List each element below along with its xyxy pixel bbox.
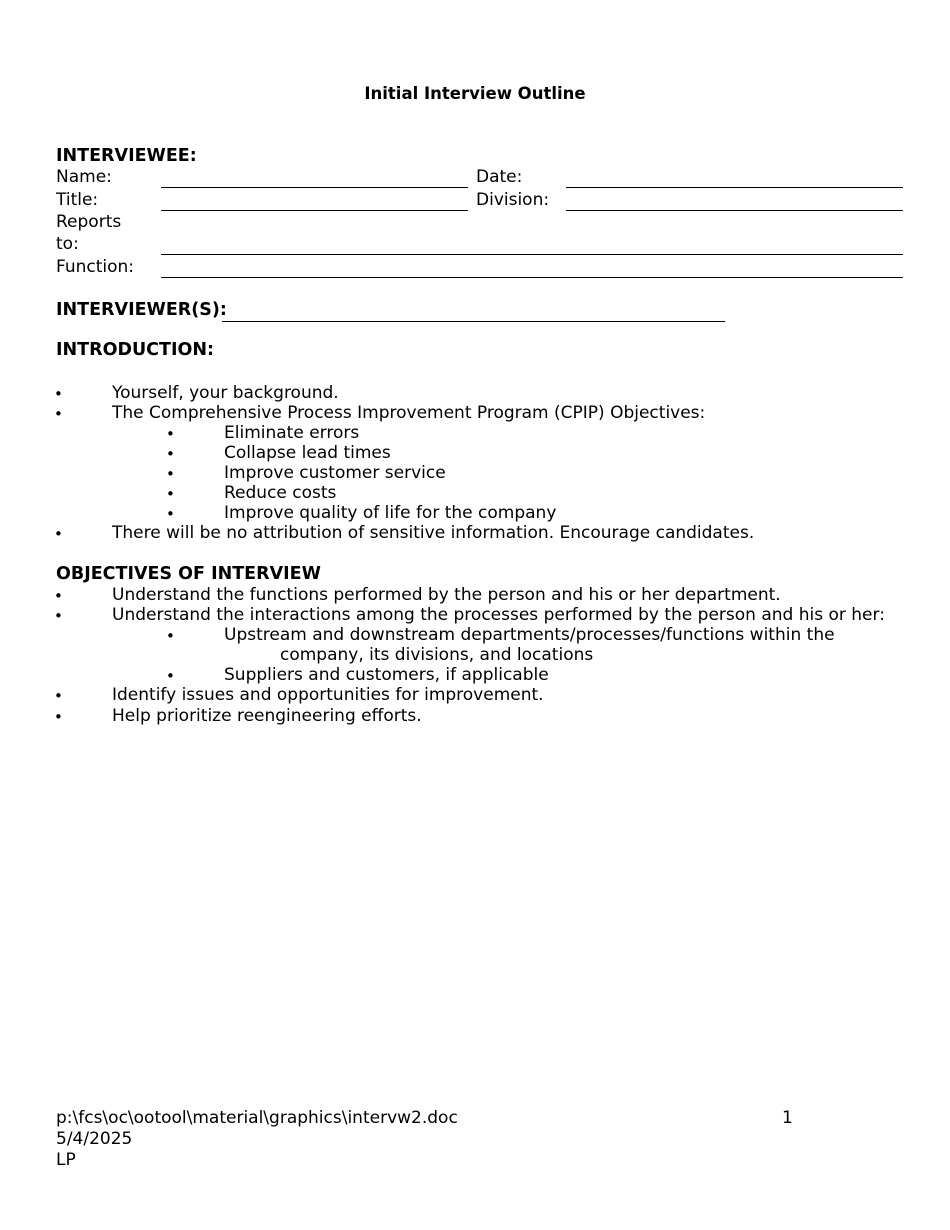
title-label: Title: (56, 190, 99, 210)
bullet-icon: • (54, 405, 63, 423)
list-item-text: Understand the interactions among the processes performed by the person and his or her: (112, 605, 885, 625)
list-item-text: The Comprehensive Process Improvement Program (CPIP) Objectives: (112, 403, 706, 423)
list-item-text: Help prioritize reengineering efforts. (112, 706, 422, 726)
bullet-icon: • (166, 505, 175, 523)
interviewee-header: INTERVIEWEE: (56, 146, 197, 166)
bullet-icon: • (54, 607, 63, 625)
bullet-icon: • (54, 587, 63, 605)
bullet-icon: • (54, 687, 63, 705)
title-field[interactable] (161, 210, 468, 211)
bullet-icon: • (166, 425, 175, 443)
bullet-icon: • (54, 708, 63, 726)
sub-list-item-text: Upstream and downstream departments/processes/functions within the (224, 625, 835, 645)
bullet-icon: • (166, 627, 175, 645)
reports-to-field[interactable] (161, 254, 903, 255)
sub-list-item-text: Improve customer service (224, 463, 446, 483)
bullet-icon: • (54, 525, 63, 543)
list-item-text: Understand the functions performed by the person and his or her department. (112, 585, 781, 605)
bullet-icon: • (166, 667, 175, 685)
reports-to-label-line1: Reports (56, 212, 122, 232)
list-item-text: There will be no attribution of sensitive information. Encourage candidates. (112, 523, 755, 543)
interviewers-header: INTERVIEWER(S): (56, 300, 227, 320)
bullet-icon: • (166, 465, 175, 483)
objectives-header: OBJECTIVES OF INTERVIEW (56, 564, 321, 584)
division-label: Division: (476, 190, 550, 210)
date-field[interactable] (566, 187, 903, 188)
name-label: Name: (56, 167, 112, 187)
interviewers-field[interactable] (222, 321, 725, 322)
bullet-icon: • (166, 445, 175, 463)
division-field[interactable] (566, 210, 903, 211)
introduction-header: INTRODUCTION: (56, 340, 214, 360)
function-field[interactable] (161, 277, 903, 278)
sub-list-item-text: Suppliers and customers, if applicable (224, 665, 549, 685)
list-item-text: Yourself, your background. (112, 383, 339, 403)
sub-list-item-text: Improve quality of life for the company (224, 503, 557, 523)
list-item-text: Identify issues and opportunities for improvement. (112, 685, 544, 705)
footer-initials: LP (56, 1150, 76, 1170)
sub-list-item-text: Reduce costs (224, 483, 337, 503)
sub-list-item-text: Eliminate errors (224, 423, 360, 443)
bullet-icon: • (54, 385, 63, 403)
sub-list-item-text-continued: company, its divisions, and locations (280, 645, 594, 665)
page-title: Initial Interview Outline (364, 84, 586, 103)
name-field[interactable] (161, 187, 468, 188)
date-label: Date: (476, 167, 523, 187)
footer-page-number: 1 (782, 1108, 793, 1128)
reports-to-label-line2: to: (56, 234, 79, 254)
sub-list-item-text: Collapse lead times (224, 443, 391, 463)
bullet-icon: • (166, 485, 175, 503)
function-label: Function: (56, 257, 135, 277)
footer-file-path: p:\fcs\oc\ootool\material\graphics\intervw2.doc (56, 1108, 458, 1128)
footer-date: 5/4/2025 (56, 1129, 133, 1149)
